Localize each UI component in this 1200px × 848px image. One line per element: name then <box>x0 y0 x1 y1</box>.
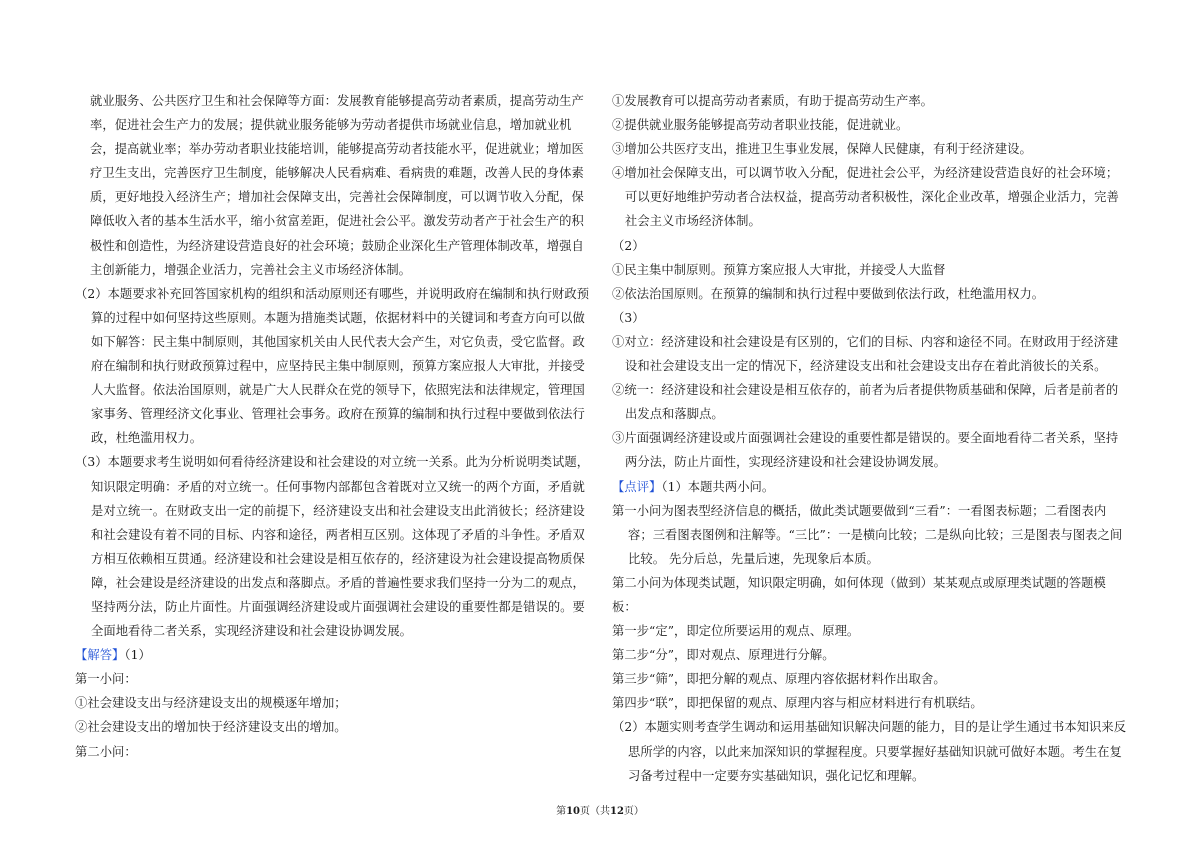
total-page-number: 12 <box>610 806 624 817</box>
step-1: 第一步“定”，即定位所要运用的观点、原理。 <box>612 624 860 639</box>
footer-prefix: 第 <box>556 806 567 817</box>
question-3-analysis: （3）本题要求考生说明如何看待经济建设和社会建设的对立统一关系。此为分析说明类试题，知识限定明确：矛盾的对立统一。任何事物内部都包含着既对立又统一的两个方面，矛盾就是对立统一。在财政支出一定的前提下，经济建设支出和社会建设支出此消彼长；经济建设和社会建设有着不同的目标、内容和途径，两者相互区别。这体现了矛盾的斗争性。矛盾双方相互依赖相互贯通。经济建设和社会建设是相互依存的，经济建设为社会建设提高物质保障，社会建设是经济建设的出发点和落脚点。矛盾的普遍性要求我们坚持一分为二的观点，坚持两分法，防止片面性。片面强调经济建设或片面强调社会建设的重要性都是错误的。要全面地看待二者关系，实现经济建设和社会建设协调发展。 <box>75 455 590 639</box>
answer-heading <box>75 643 591 667</box>
step-3: 第三步“筛”，即把分解的观点、原理内容依据材料作出取舍。 <box>612 672 946 687</box>
answer-number: （1） <box>124 648 151 663</box>
left-column <box>75 89 591 764</box>
answer-analysis-paragraph: 就业服务、公共医疗卫生和社会保障等方面：发展教育能够提高劳动者素质，提高劳动生产率，促进社会生产力的发展；提供就业服务能够为劳动者提供市场就业信息，增加就业机会，提高就业率；举办劳动者职业技能培训，能够提高劳动者技能水平，促进就业；增加医疗卫生支出，完善医疗卫生制度，能够解决人民看病难、看病贵的难题，改善人民的身体素质，更好地投入经济生产；增加社会保障支出，完善社会保障制度，可以调节收入分配，保障低收入者的基本生活水平，缩小贫富差距，促进社会公平。激发劳动者产于社会生产的积极性和创造性，为经济建设营造良好的社会环境；鼓励企业深化生产管理体制改革，增强自主创新能力，增强企业活力，完善社会主义市场经济体制。 <box>90 94 584 277</box>
comment-part-1: 第一小问为图表型经济信息的概括，做此类试题要做到“三看”：一看图表标题；二看图表内容；三看图表图例和注解等。“三比”：一是横向比较；二是纵向比较；三是图表与图表之间比较。 先分后总，先量后速，先现象后本质。 <box>612 503 1123 566</box>
answer-point-2: ②提供就业服务能够提高劳动者职业技能，促进就业。 <box>612 118 909 133</box>
step-2: 第二步“分”，即对观点、原理进行分解。 <box>612 648 835 663</box>
right-column <box>612 89 1128 788</box>
answer-point-3: ③增加公共医疗支出，推进卫生事业发展，保障人民健康，有利于经济建设。 <box>612 142 1032 157</box>
second-subquestion-label: 第二小问： <box>75 744 137 759</box>
comment-tag: 【点评】 <box>612 479 662 494</box>
comment-heading <box>612 475 1128 499</box>
answer-tag: 【解答】 <box>75 648 125 663</box>
principle-2: ②依法治国原则。在预算的编制和执行过程中要做到依法行政，杜绝滥用权力。 <box>612 286 1045 301</box>
comment-part-3: （2）本题实则考查学生调动和运用基础知识解决问题的能力，目的是让学生通过书本知识来反思所学的内容，以此来加深知识的掌握程度。只要掌握好基础知识就可做好本题。考生在复习备考过程中一定要夯实基础知识，强化记忆和理解。 <box>612 720 1127 783</box>
step-4: 第四步“联”，即把保留的观点、原理内容与相应材料进行有机联结。 <box>612 696 983 711</box>
footer-suffix: 页） <box>623 806 644 817</box>
answer-point-4: ④增加社会保障支出，可以调节收入分配，促进社会公平，为经济建设营造良好的社会环境；可以更好地维护劳动者合法权益，提高劳动者积极性，深化企业改革，增强企业活力，完善社会主义市场经济体制。 <box>612 166 1119 229</box>
part-3-heading: （3） <box>612 310 645 325</box>
comment-part-2: 第二小问为体现类试题，知识限定明确，如何体现（做到）某某观点或原理类试题的答题模板： <box>612 575 1106 614</box>
comment-intro: （1）本题共两小问。 <box>661 479 775 494</box>
principle-1: ①民主集中制原则。预算方案应报人大审批，并接受人大监督 <box>612 262 946 277</box>
answer-item-1: ①社会建设支出与经济建设支出的规模逐年增加； <box>75 696 347 711</box>
first-subquestion-label: 第一小问： <box>75 672 137 687</box>
current-page-number: 10 <box>566 806 580 817</box>
answer-item-2: ②社会建设支出的增加快于经济建设支出的增加。 <box>75 720 347 735</box>
balance-point: ③片面强调经济建设或片面强调社会建设的重要性都是错误的。要全面地看待二者关系，坚持两分法，防止片面性，实现经济建设和社会建设协调发展。 <box>612 431 1119 470</box>
page-footer <box>0 802 1200 817</box>
footer-mid: 页（共 <box>580 806 610 817</box>
part-2-heading: （2） <box>612 238 645 253</box>
opposition-point: ①对立：经济建设和社会建设是有区别的，它们的目标、内容和途径不同。在财政用于经济建设和社会建设支出一定的情况下，经济建设支出和社会建设支出存在着此消彼长的关系。 <box>612 334 1119 374</box>
answer-point-1: ①发展教育可以提高劳动者素质，有助于提高劳动生产率。 <box>612 94 934 108</box>
question-2-analysis: （2）本题要求补充回答国家机构的组织和活动原则还有哪些，并说明政府在编制和执行财政预算的过程中如何坚持这些原则。本题为措施类试题，依据材料中的关键词和考查方向可以做如下解答：民主集中制原则，其他国家机关由人民代表大会产生，对它负责，受它监督。政府在编制和执行财政预算过程中，应坚持民主集中制原则，预算方案应报人大审批，并接受人大监督。依法治国原则，就是广大人民群众在党的领导下，依照宪法和法律规定，管理国家事务、管理经济文化事业、管理社会事务。政府在预算的编制和执行过程中要做到依法行政，杜绝滥用权力。 <box>75 286 590 446</box>
unity-point: ②统一：经济建设和社会建设是相互依存的，前者为后者提供物质基础和保障，后者是前者的出发点和落脚点。 <box>612 383 1119 422</box>
